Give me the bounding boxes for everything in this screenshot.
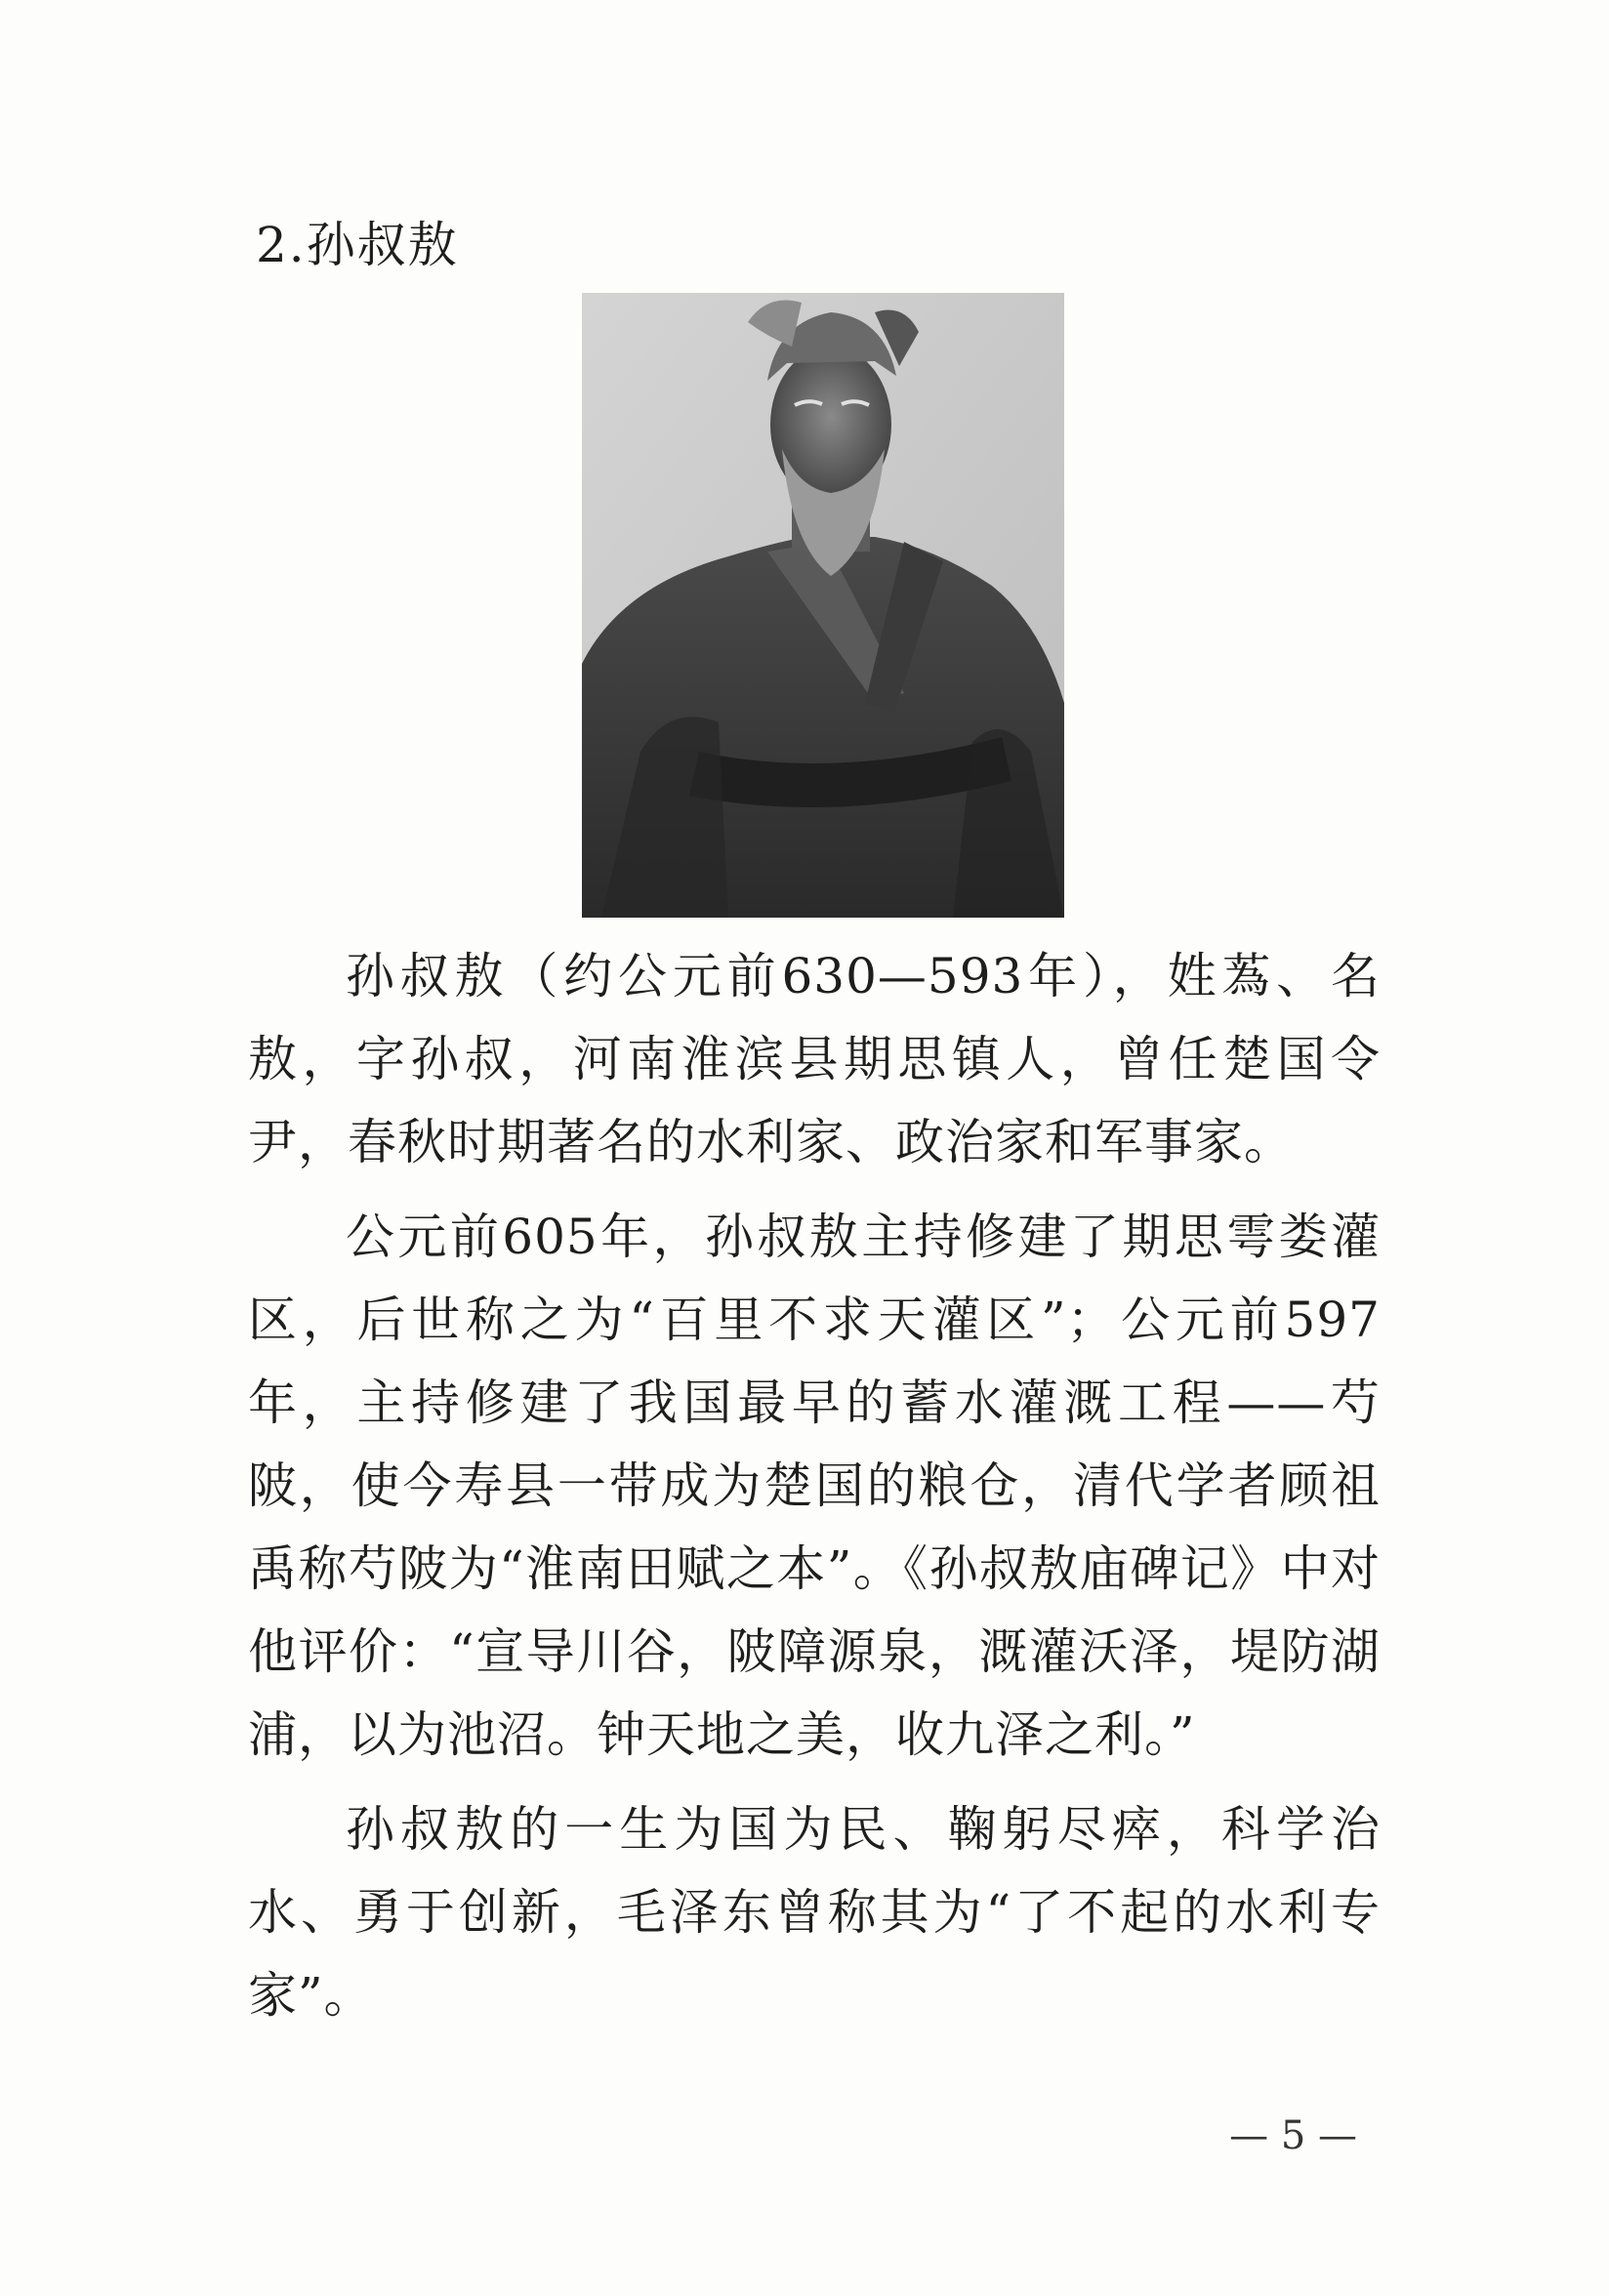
paragraph-achievements: 公元前605年，孙叔敖主持修建了期思雩娄灌区，后世称之为“百里不求天灌区”；公元前597年，主持修建了我国最早的蓄水灌溉工程——芍陂，使今寿县一带成为楚国的粮仓，清代学者顾祖禹称芍陂为“淮南田赋之本”。《孙叔敖庙碑记》中对他评价：“宣导川谷，陂障源泉，溉灌沃泽，堤防湖浦，以为池沼。钟天地之美，收九泽之利。” [248, 1209, 1381, 1763]
body-text [248, 935, 1381, 2049]
statue-photo [582, 293, 1064, 918]
statue-illustration [582, 293, 1064, 918]
paragraph-summary: 孙叔敖的一生为国为民、鞠躬尽瘁，科学治水、勇于创新，毛泽东曾称其为“了不起的水利专家”。 [248, 1801, 1381, 2024]
section-heading: 2.孙叔敖 [256, 217, 459, 273]
paragraph-intro: 孙叔敖（约公元前630—593年），姓蒍、名敖，字孙叔，河南淮滨县期思镇人，曾任楚国令尹，春秋时期著名的水利家、政治家和军事家。 [248, 948, 1381, 1170]
page-number: — 5 — [1229, 2113, 1357, 2158]
